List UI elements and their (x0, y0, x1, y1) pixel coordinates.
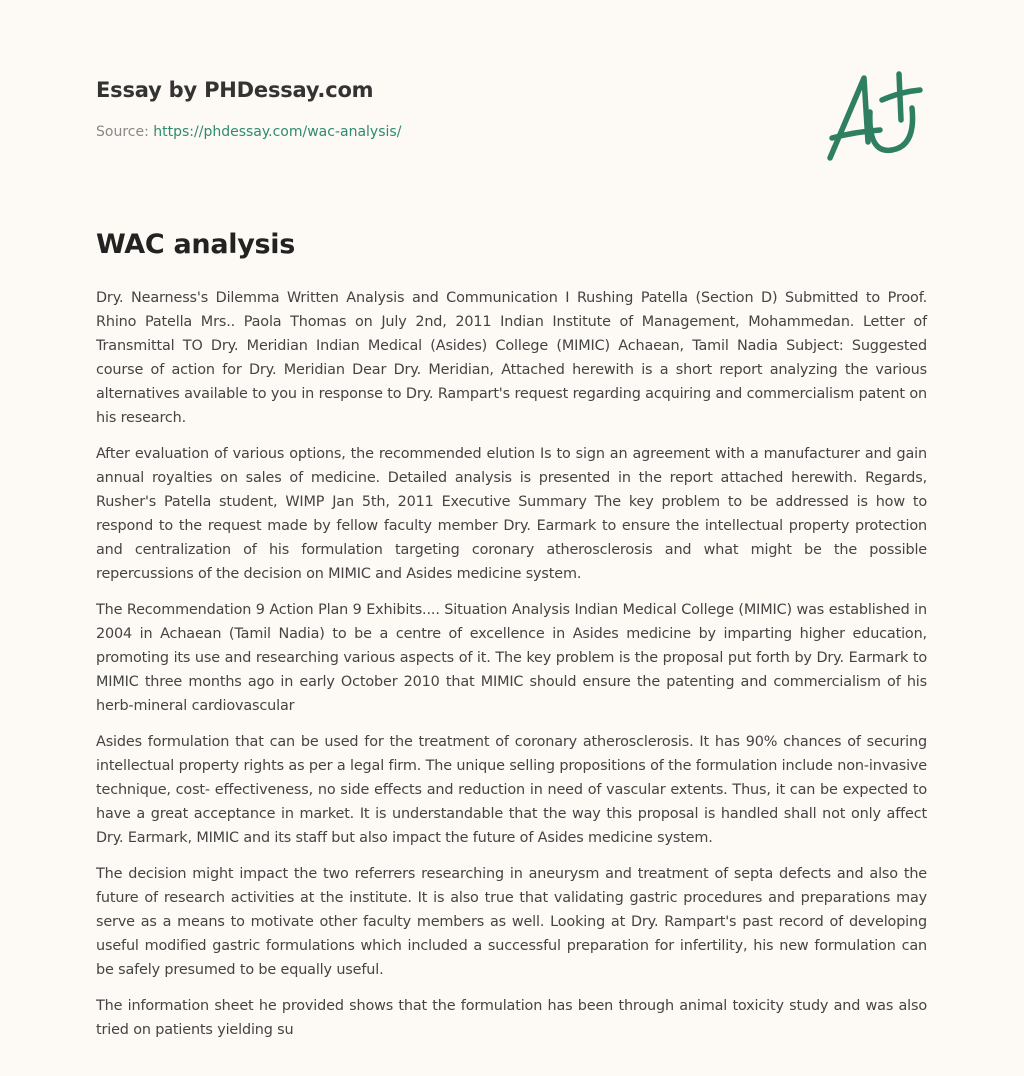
essay-paragraph: Dry. Nearness's Dilemma Written Analysis and Communication I Rushing Patella (Section D) Submitted to Proof. Rhino Patella Mrs.. Paola Thomas on July 2nd, 2011 Indian Institute of Management, Mohammedan. Letter of Transmittal TO Dry. Meridian Indian Medical (Asides) College (MIMIC) Achaean, Tamil Nadia Subject: Suggested course of action for Dry. Meridian Dear Dry. Meridian, Attached herewith is a short report analyzing the various alternatives available to you in response to Dry. Rampart's request regarding acquiring and commercialism patent on his research. (96, 290, 927, 426)
essay-paragraph: Asides formulation that can be used for the treatment of coronary atherosclerosis. It has 90% chances of securing intellectual property rights as per a legal firm. The unique selling propositions of the formulation include non-invasive technique, cost- effectiveness, no side effects and reduction in need of vascular extents. Thus, it can be expected to have a great acceptance in market. It is understandable that the way this proposal is handled shall not only affect Dry. Earmark, MIMIC and its staff but also impact the future of Asides medicine system. (96, 734, 927, 846)
essay-paragraph: The Recommendation 9 Action Plan 9 Exhibits.... Situation Analysis Indian Medical College (MIMIC) was established in 2004 in Achaean (Tamil Nadia) to be a centre of excellence in Asides medicine by imparting higher education, promoting its use and researching various aspects of it. The key problem is the proposal put forth by Dry. Earmark to MIMIC three months ago in early October 2010 that MIMIC should ensure the patenting and commercialism of his herb-mineral cardiovascular (96, 602, 927, 714)
source-label: Source: (96, 124, 154, 140)
essay-paragraph: After evaluation of various options, the recommended elution Is to sign an agreement with a manufacturer and gain annual royalties on sales of medicine. Detailed analysis is presented in the report attached herewith. Regards, Rusher's Patella student, WIMP Jan 5th, 2011 Executive Summary The key problem to be addressed is how to respond to the request made by fellow faculty member Dry. Earmark to ensure the intellectual property protection and centralization of his formulation targeting coronary atherosclerosis and what might be the possible repercussions of the decision on MIMIC and Asides medicine system. (96, 446, 927, 582)
site-title: Essay by PHDessay.com (96, 78, 374, 102)
page-header (96, 76, 936, 142)
a-plus-grade-icon (818, 64, 930, 168)
source-line (96, 122, 936, 142)
source-link[interactable]: https://phdessay.com/wac-analysis/ (153, 124, 402, 140)
essay-content (96, 226, 927, 1054)
essay-paragraph: The information sheet he provided shows that the formulation has been through animal toxicity study and was also tried on patients yielding su (96, 998, 927, 1038)
essay-paragraph: The decision might impact the two referrers researching in aneurysm and treatment of septa defects and also the future of research activities at the institute. It is also true that validating gastric procedures and preparations may serve as a means to motivate other faculty members as well. Looking at Dry. Rampart's past record of developing useful modified gastric formulations which included a successful preparation for infertility, his new formulation can be safely presumed to be equally useful. (96, 866, 927, 978)
essay-title: WAC analysis (96, 229, 295, 260)
